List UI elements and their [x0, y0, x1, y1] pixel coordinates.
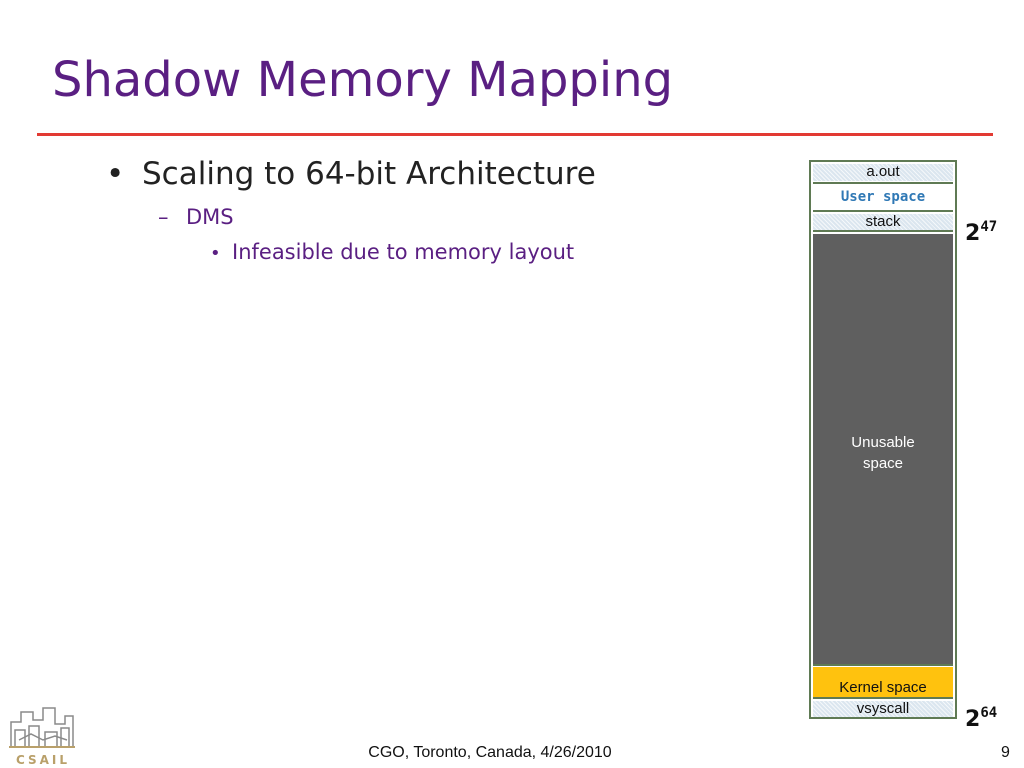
- address-label-2-64: [965, 705, 997, 732]
- footer-text: CGO, Toronto, Canada, 4/26/2010: [368, 744, 612, 761]
- slide-title: Shadow Memory Mapping: [52, 52, 674, 108]
- logo-text: CSAIL: [15, 753, 71, 766]
- bullet-level1-text: Scaling to 64-bit Architecture: [142, 156, 596, 192]
- memory-layout-diagram: [809, 160, 957, 719]
- bullet-level3: [210, 240, 574, 264]
- bullet-dot-icon: •: [106, 156, 125, 192]
- bullet-level1: [106, 156, 596, 192]
- bullet-level2: [158, 205, 234, 229]
- segment-aout: a.out: [813, 164, 953, 181]
- title-divider: [37, 133, 993, 136]
- pow64-exponent: 64: [980, 705, 998, 721]
- pow47-base: 2: [965, 221, 981, 246]
- segment-vsyscall: vsyscall: [813, 701, 953, 717]
- bullet-dot-icon: •: [210, 243, 221, 264]
- bullet-dash-icon: –: [158, 205, 169, 229]
- bullet-level2-text: DMS: [186, 205, 234, 229]
- segment-unusable-line2: space: [862, 455, 904, 472]
- segment-stack: stack: [813, 214, 953, 232]
- footer: [0, 744, 980, 762]
- segment-user-space: User space: [813, 182, 953, 212]
- segment-unusable-line1: Unusable: [851, 434, 915, 451]
- segment-unusable-space: [813, 234, 953, 666]
- pow47-exponent: 47: [980, 219, 998, 235]
- page-number: 9: [1001, 744, 1010, 761]
- pow64-base: 2: [965, 707, 981, 732]
- segment-kernel-space: Kernel space: [813, 667, 953, 699]
- address-label-2-47: [965, 219, 997, 246]
- bullet-level3-text: Infeasible due to memory layout: [232, 240, 575, 264]
